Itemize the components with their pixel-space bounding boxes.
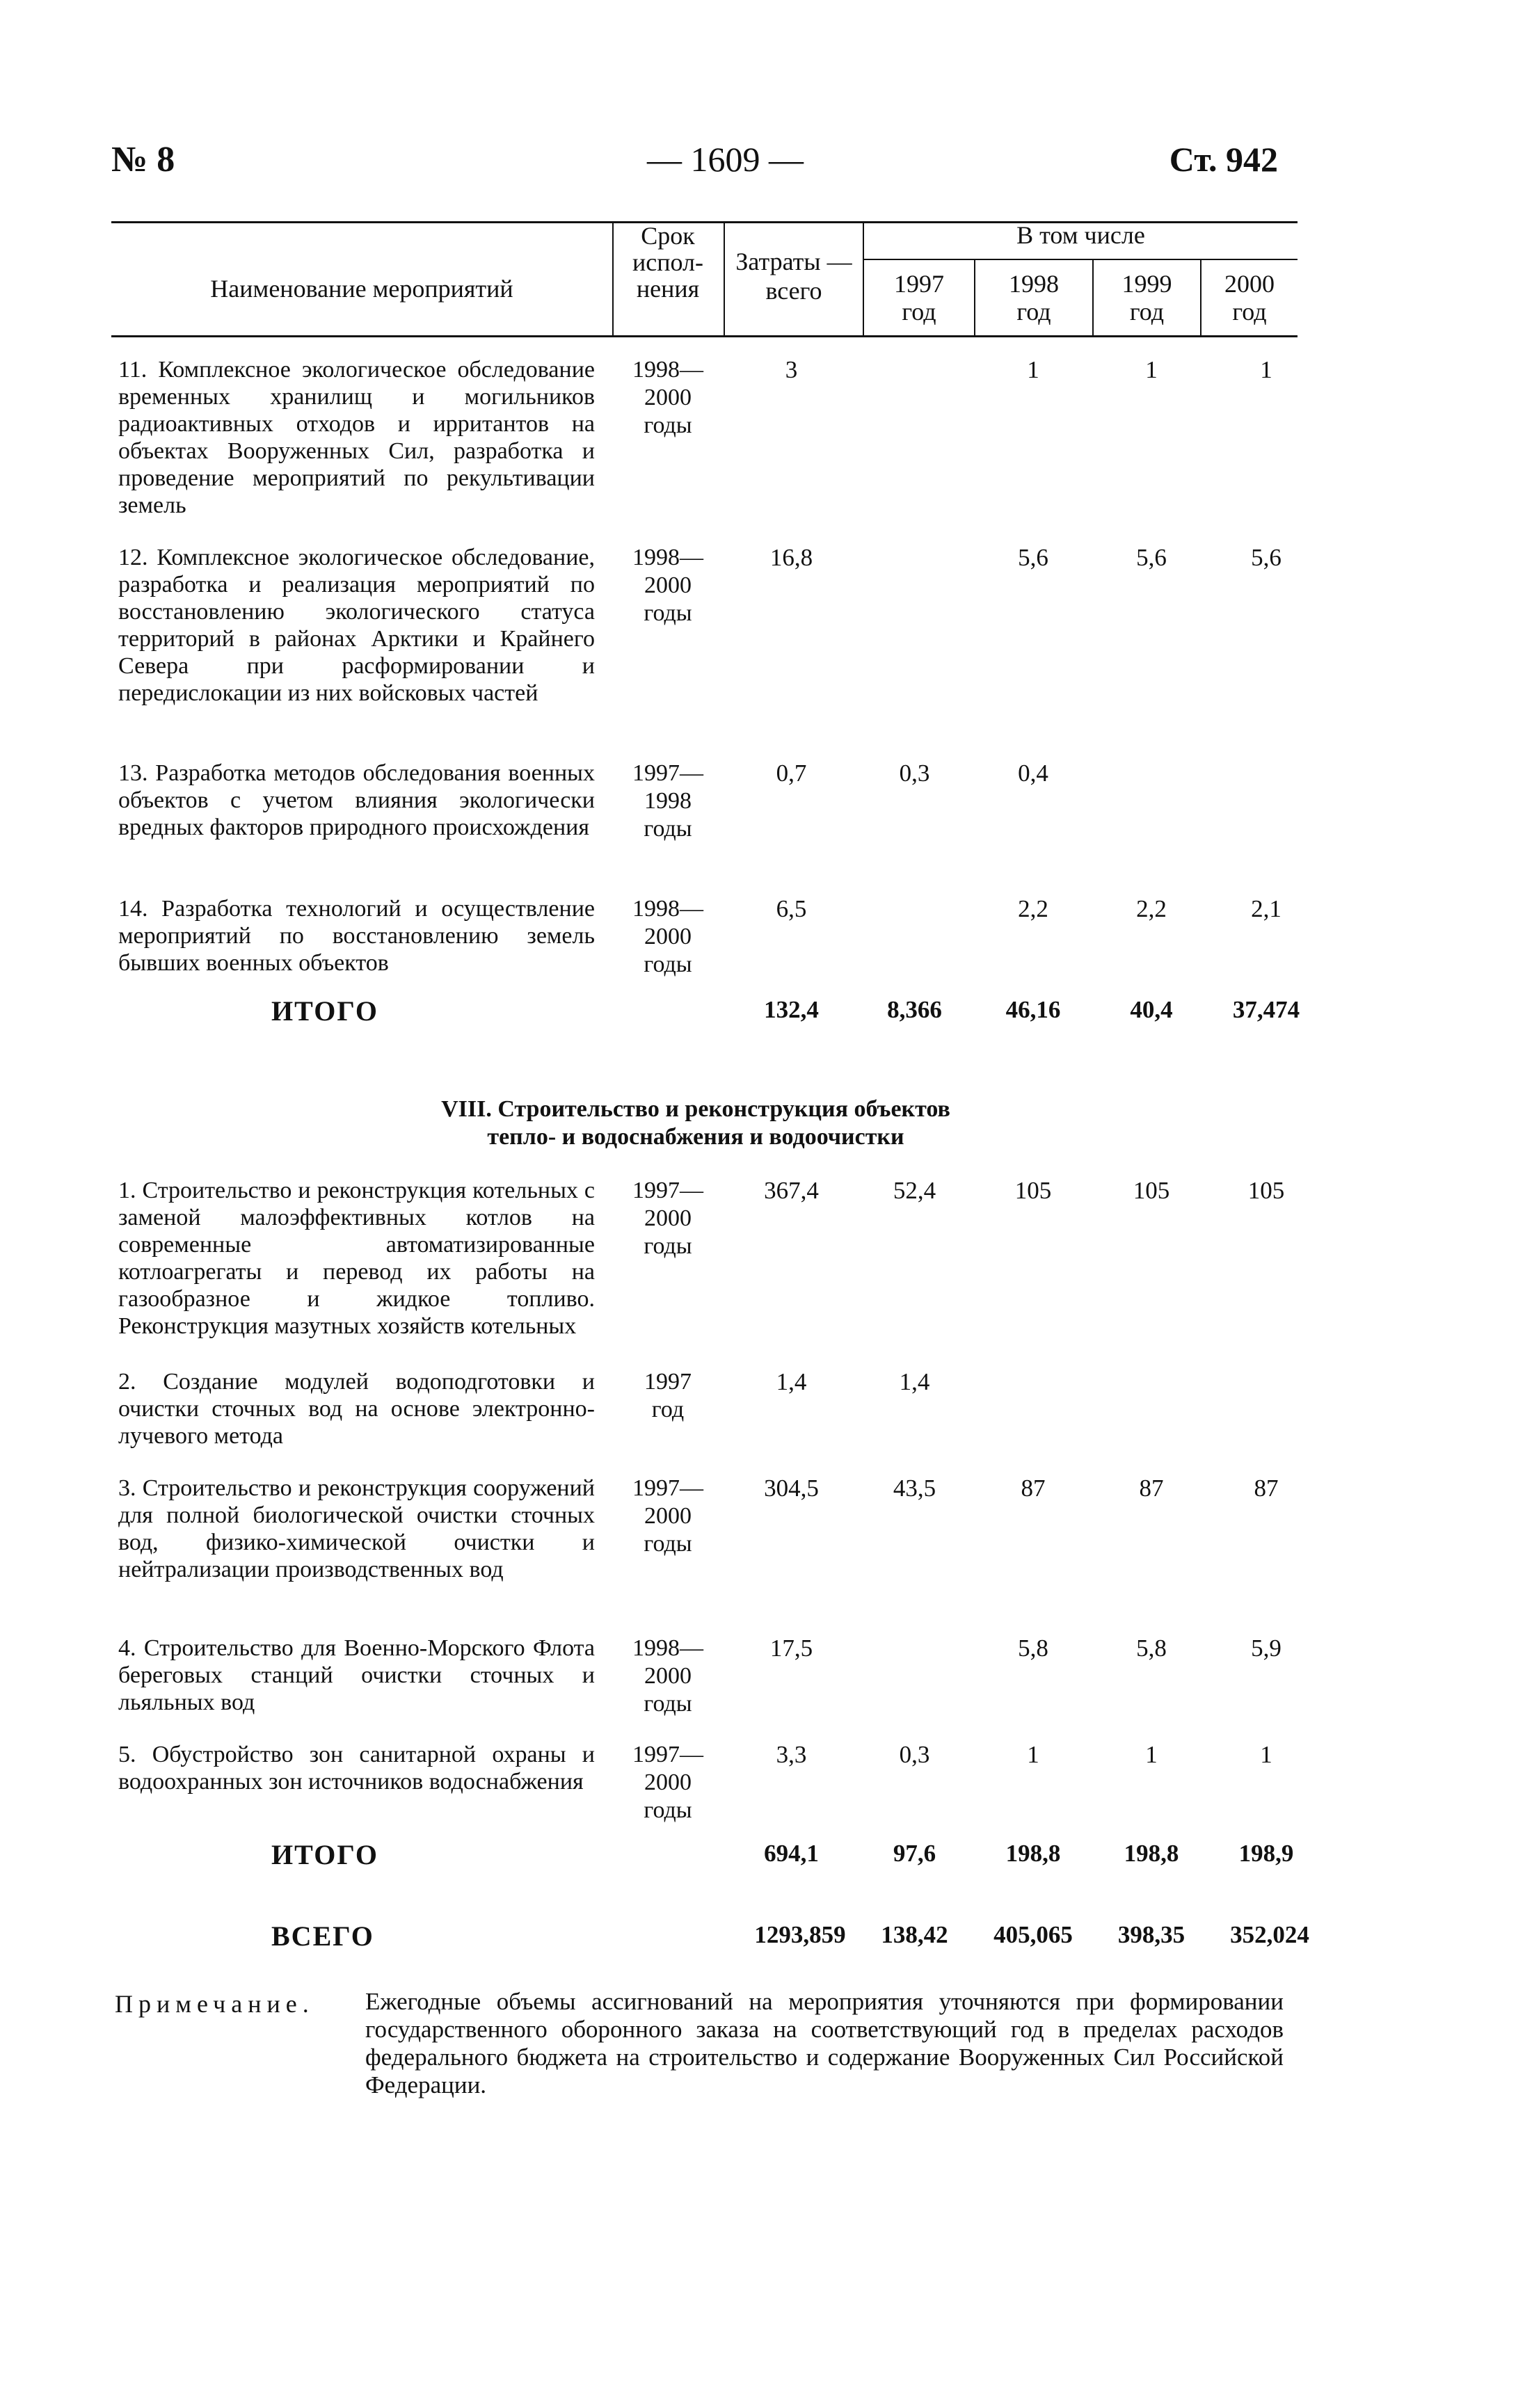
row-1998: 2,2 <box>1018 895 1048 922</box>
row-term: 1998— 2000 годы <box>632 357 703 438</box>
col-header-cost: Затраты — всего <box>735 248 852 305</box>
total-cost: 132,4 <box>764 996 819 1023</box>
total-label: ИТОГО <box>271 1839 378 1870</box>
grand-total-1999: 398,35 <box>1117 1921 1185 1948</box>
row-total: 16,8 <box>769 544 813 571</box>
row-total: 17,5 <box>769 1635 813 1662</box>
row-1999: 1 <box>1145 356 1158 383</box>
col-header-2000: 2000 год <box>1224 270 1275 326</box>
row-name: 14. Разработка технологий и осуществление мероприятий по восстановлению земель бывших военных объектов <box>118 896 595 976</box>
row-name: 3. Строительство и реконструкция сооружений для полной биологической очистки сточных вод, физико-химической очистки и нейтрализации производственных вод <box>118 1475 595 1582</box>
grand-total-cost: 1293,859 <box>754 1921 846 1948</box>
row-total: 0,7 <box>776 760 807 787</box>
grand-total-1997: 138,42 <box>881 1921 948 1948</box>
col-header-1997: 1997 год <box>894 270 944 326</box>
row-term: 1998— 2000 годы <box>632 896 703 977</box>
row-total: 367,4 <box>764 1177 819 1204</box>
header-subrule <box>863 259 1298 260</box>
row-name: 11. Комплексное экологическое обследование временных хранилищ и могильников радиоактивных отходов и ирритантов на объектах Вооруженных Сил, разработка и проведение мероприятий по рекультивации земель <box>118 357 595 518</box>
section-title: VIII. Строительство и реконструкция объектов тепло- и водоснабжения и водоочистки <box>441 1096 950 1150</box>
row-1999: 5,8 <box>1136 1635 1167 1662</box>
note-text: Ежегодные объемы ассигнований на мероприятия уточняются при формировании государственного оборонного заказа на соответствующий год в пределах расходов федерального бюджета на строительство и содержание Вооруженных Сил Российской Федерации. <box>365 1988 1284 2098</box>
row-name: 5. Обустройство зон санитарной охраны и водоохранных зон источников водоснабжения <box>118 1742 595 1795</box>
row-2000: 87 <box>1254 1475 1279 1502</box>
row-2000: 2,1 <box>1251 895 1282 922</box>
total-1997: 8,366 <box>887 996 942 1023</box>
row-1998: 105 <box>1014 1177 1052 1204</box>
col-header-name: Наименование мероприятий <box>210 275 513 303</box>
total-label: ИТОГО <box>271 995 378 1027</box>
total-1999: 198,8 <box>1124 1840 1179 1867</box>
col-header-term: Срок испол- нения <box>632 222 703 303</box>
col-header-1998: 1998 год <box>1009 270 1059 326</box>
row-term: 1997— 2000 годы <box>632 1742 703 1823</box>
row-1997: 0,3 <box>899 760 930 787</box>
row-1997: 43,5 <box>893 1475 936 1502</box>
row-term: 1997— 2000 годы <box>632 1178 703 1259</box>
row-name: 12. Комплексное экологическое обследование, разработка и реализация мероприятий по восстановлению экологического статуса территорий в районах Арктики и Крайнего Севера при расформировании и передислокации из них войсковых частей <box>118 545 595 706</box>
grand-total-2000: 352,024 <box>1230 1921 1309 1948</box>
table-header-bottom-rule <box>111 335 1298 337</box>
row-1999: 2,2 <box>1136 895 1167 922</box>
total-1998: 46,16 <box>1005 996 1061 1023</box>
row-2000: 105 <box>1247 1177 1285 1204</box>
total-2000: 198,9 <box>1238 1840 1294 1867</box>
row-1997: 0,3 <box>899 1741 930 1768</box>
grand-total-label: ВСЕГО <box>271 1920 374 1952</box>
col-header-including: В том числе <box>1016 221 1145 249</box>
row-1999: 105 <box>1133 1177 1170 1204</box>
row-1999: 87 <box>1139 1475 1164 1502</box>
row-total: 6,5 <box>776 895 807 922</box>
row-2000: 5,6 <box>1251 544 1282 571</box>
row-1998: 5,8 <box>1018 1635 1048 1662</box>
row-name: 2. Создание модулей водоподготовки и очистки сточных вод на основе электронно-лучевого метода <box>118 1369 595 1449</box>
article-number: Ст. 942 <box>1169 140 1278 179</box>
row-2000: 1 <box>1260 1741 1272 1768</box>
row-2000: 1 <box>1260 356 1272 383</box>
total-1997: 97,6 <box>893 1840 936 1867</box>
total-1998: 198,8 <box>1005 1840 1061 1867</box>
row-term: 1997— 1998 годы <box>632 760 703 842</box>
row-term: 1998— 2000 годы <box>632 545 703 626</box>
row-name: 4. Строительство для Военно-Морского Флота береговых станций очистки сточных и льяльных вод <box>118 1635 595 1715</box>
row-name: 1. Строительство и реконструкция котельных с заменой малоэффективных котлов на современные автоматизированные котлоагрегаты и перевод их работы на газообразное и жидкое топливо. Реконструкция мазутных хозяйств котельных <box>118 1178 595 1339</box>
row-1998: 1 <box>1027 356 1039 383</box>
row-name: 13. Разработка методов обследования военных объектов с учетом влияния экологически вредных факторов природного происхождения <box>118 760 595 840</box>
row-total: 1,4 <box>776 1368 807 1395</box>
row-1999: 1 <box>1145 1741 1158 1768</box>
total-2000: 37,474 <box>1232 996 1300 1023</box>
row-1998: 0,4 <box>1018 760 1048 787</box>
row-1998: 5,6 <box>1018 544 1048 571</box>
row-term: 1997 год <box>644 1369 692 1422</box>
row-total: 304,5 <box>764 1475 819 1502</box>
row-total: 3,3 <box>776 1741 807 1768</box>
row-term: 1997— 2000 годы <box>632 1475 703 1557</box>
note-label: Примечание. <box>115 1990 314 2018</box>
row-total: 3 <box>785 356 798 383</box>
total-1999: 40,4 <box>1130 996 1173 1023</box>
total-cost: 694,1 <box>764 1840 819 1867</box>
grand-total-1998: 405,065 <box>993 1921 1073 1948</box>
row-1998: 87 <box>1021 1475 1046 1502</box>
row-2000: 5,9 <box>1251 1635 1282 1662</box>
col-header-1999: 1999 год <box>1121 270 1172 326</box>
row-1999: 5,6 <box>1136 544 1167 571</box>
page-number: — 1609 — <box>647 140 804 179</box>
row-1997: 1,4 <box>899 1368 930 1395</box>
row-term: 1998— 2000 годы <box>632 1635 703 1717</box>
issue-number: № 8 <box>111 140 175 179</box>
row-1997: 52,4 <box>893 1177 936 1204</box>
row-1998: 1 <box>1027 1741 1039 1768</box>
